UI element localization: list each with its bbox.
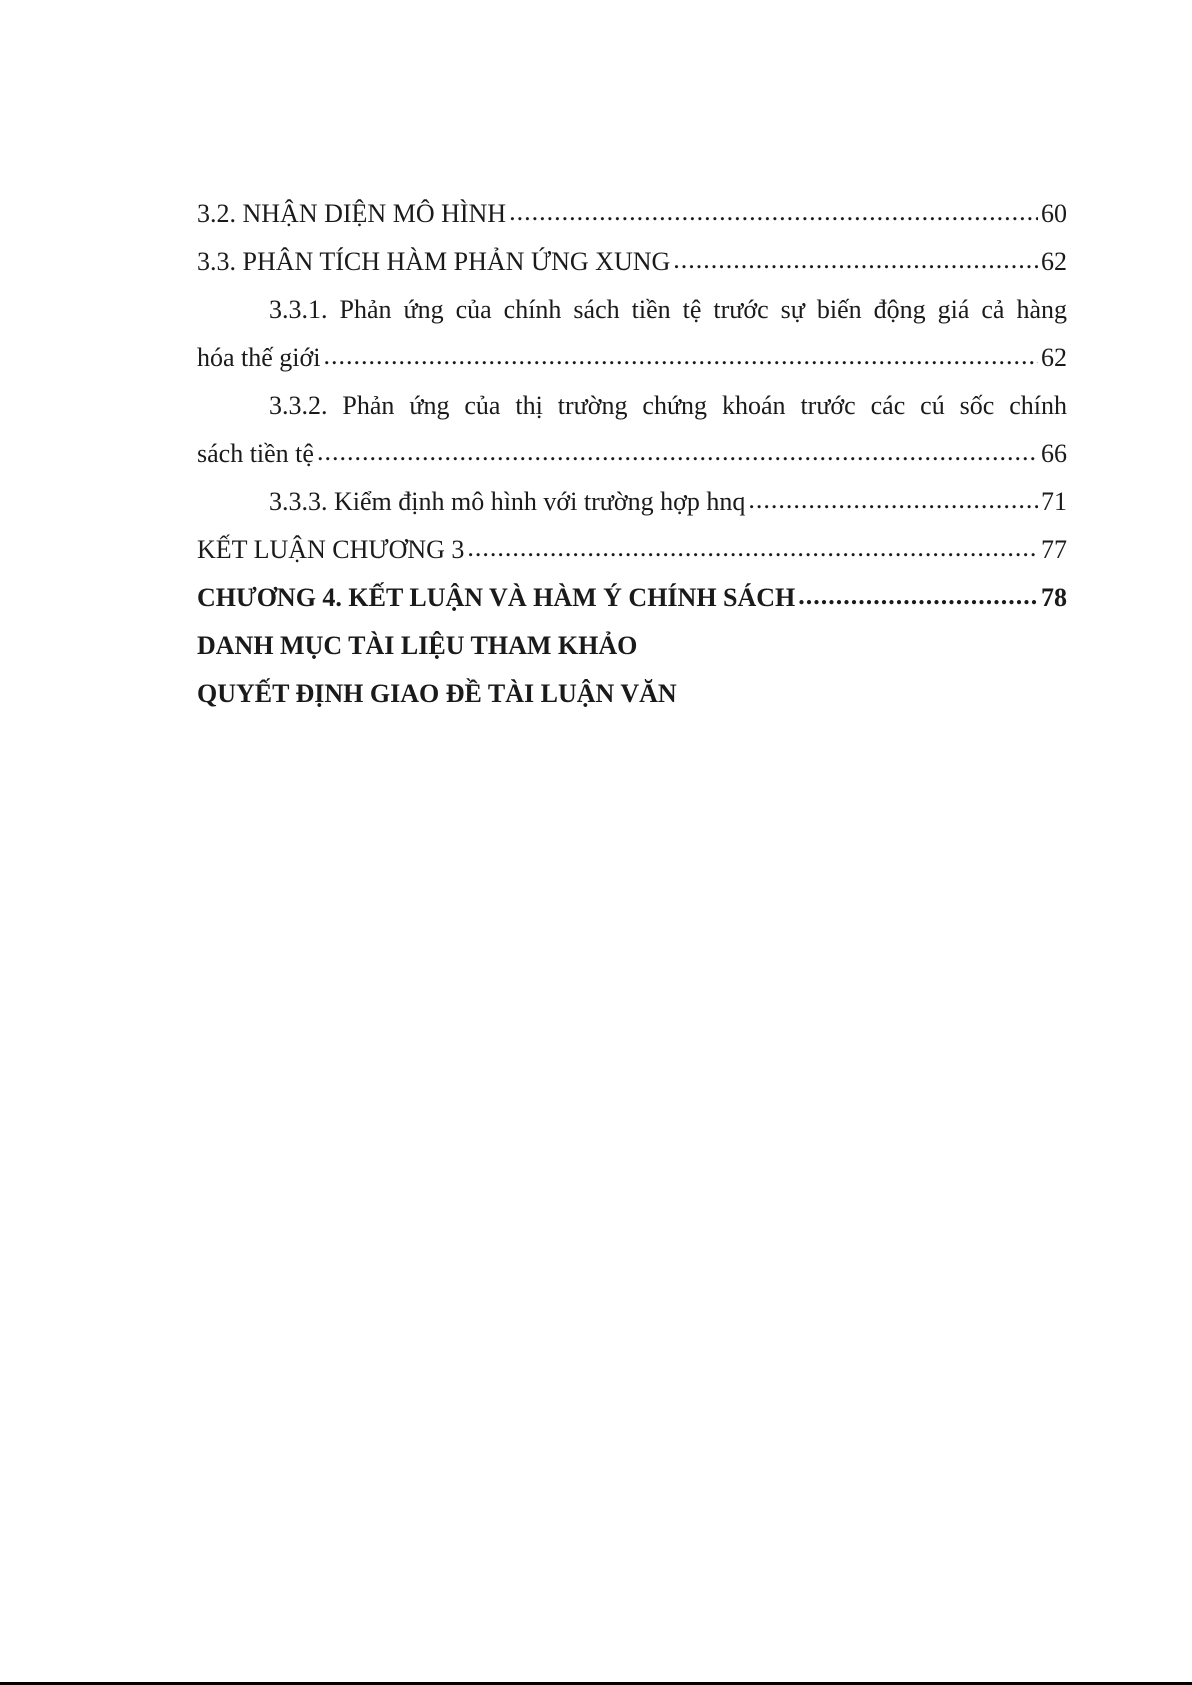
toc-entry-label: sách tiền tệ: [197, 439, 314, 468]
toc-entry-quyet-dinh-giao-de-tai[interactable]: [197, 670, 1067, 718]
toc-entry-label: 3.3.3. Kiểm định mô hình với trường hợp hnq: [269, 487, 746, 516]
toc-page-number: 66: [1041, 439, 1067, 468]
toc-entry-3-3-1-first-line[interactable]: 3.3.1. Phản ứng của chính sách tiền tệ trước sự biến động giá cả hàng: [269, 295, 1067, 324]
dot-leader: [467, 524, 1038, 572]
dot-leader: [748, 476, 1038, 524]
toc-entry-label: QUYẾT ĐỊNH GIAO ĐỀ TÀI LUẬN VĂN: [197, 679, 677, 708]
table-of-contents: [197, 190, 1067, 718]
toc-page-number: 62: [1041, 247, 1067, 276]
toc-entry-3-3[interactable]: [197, 238, 1067, 286]
toc-entry-label: hóa thế giới: [197, 343, 321, 372]
toc-page-number: 71: [1041, 487, 1067, 516]
toc-page-number: 62: [1041, 343, 1067, 372]
dot-leader: [673, 236, 1038, 284]
toc-entry-label: 3.2. NHẬN DIỆN MÔ HÌNH: [197, 199, 507, 228]
toc-page-number: 60: [1041, 199, 1067, 228]
toc-entry-3-2[interactable]: [197, 190, 1067, 238]
toc-entry-3-3-2[interactable]: [197, 430, 1067, 478]
toc-entry-3-3-1[interactable]: [197, 334, 1067, 382]
dot-leader: [798, 572, 1038, 620]
toc-page-number: 77: [1041, 535, 1067, 564]
toc-entry-label: KẾT LUẬN CHƯƠNG 3: [197, 535, 465, 564]
toc-entry-label: 3.3. PHÂN TÍCH HÀM PHẢN ỨNG XUNG: [197, 247, 671, 276]
dot-leader: [317, 428, 1038, 476]
dot-leader: [324, 332, 1039, 380]
toc-entry-danh-muc-tai-lieu[interactable]: [197, 622, 1067, 670]
toc-entry-ket-luan-chuong-3[interactable]: [197, 526, 1067, 574]
toc-entry-3-3-3[interactable]: [197, 478, 1067, 526]
toc-entry-label: DANH MỤC TÀI LIỆU THAM KHẢO: [197, 631, 638, 660]
toc-entry-3-3-2-first-line[interactable]: 3.3.2. Phản ứng của thị trường chứng khoán trước các cú sốc chính: [269, 391, 1067, 420]
toc-entry-chuong-4[interactable]: [197, 574, 1067, 622]
dot-leader: [509, 188, 1038, 236]
toc-page-number: 78: [1041, 583, 1067, 612]
toc-entry-label: CHƯƠNG 4. KẾT LUẬN VÀ HÀM Ý CHÍNH SÁCH: [197, 583, 796, 612]
